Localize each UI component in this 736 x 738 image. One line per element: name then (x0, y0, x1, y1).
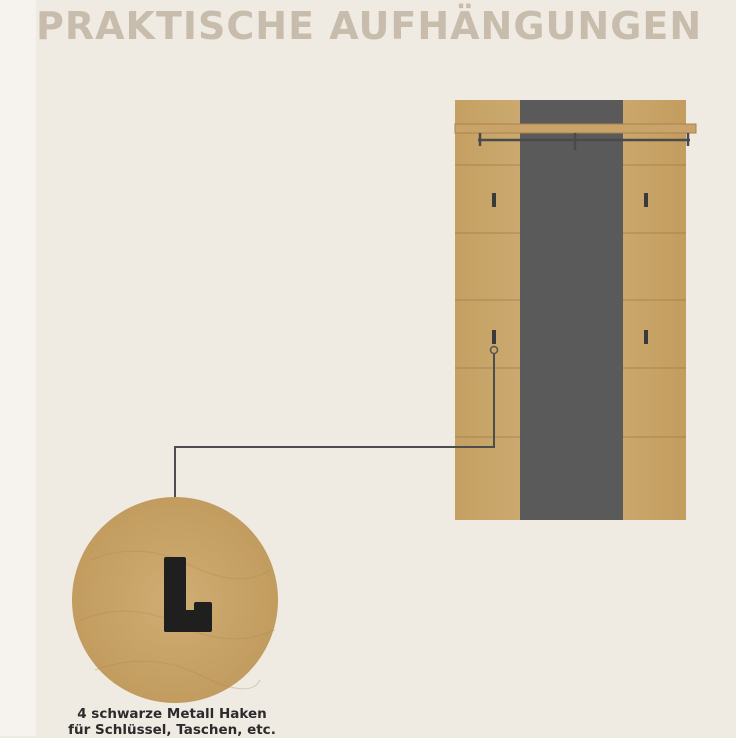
anthracite-center-panel (520, 100, 623, 520)
caption-line-1: 4 schwarze Metall Haken (77, 706, 267, 722)
hook-caption (52, 706, 292, 738)
caption-line-2: für Schlüssel, Taschen, etc. (68, 722, 276, 738)
hook-icon (492, 330, 496, 344)
hook-icon (492, 193, 496, 207)
hook-icon (644, 330, 648, 344)
top-shelf (455, 124, 696, 133)
page-title: PRAKTISCHE AUFHÄNGUNGEN (36, 4, 703, 48)
wardrobe-panel (455, 100, 696, 520)
hook-icon (644, 193, 648, 207)
zoom-detail-icon (72, 497, 278, 703)
